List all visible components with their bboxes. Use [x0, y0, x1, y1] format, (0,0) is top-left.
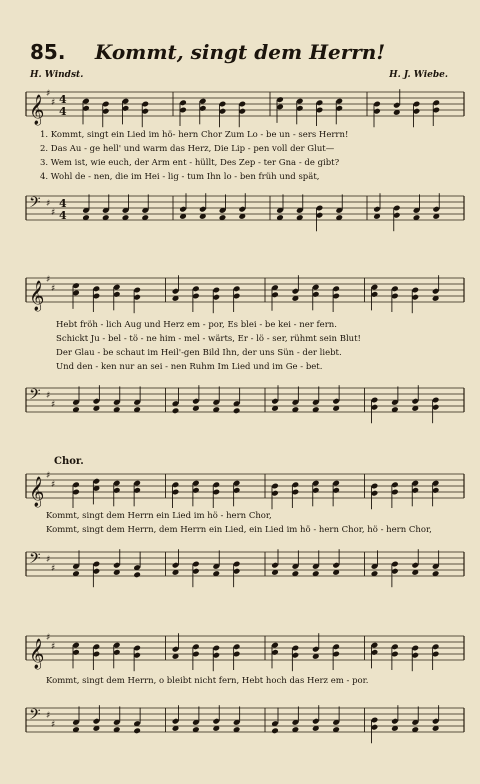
note-head [133, 571, 141, 578]
system-1-verse-1: 1. Kommt, singt ein Lied im hö- hern Chor Zum Lo - be un - sers Herrn! [40, 130, 349, 140]
credit-lyricist: H. Windst. [30, 70, 84, 80]
sharp-icon: ♯ [46, 471, 51, 481]
bass-clef-icon: 𝄢 [29, 194, 41, 215]
note-head [271, 727, 279, 734]
sharp-icon: ♯ [51, 720, 56, 730]
credit-composer: H. J. Wiebe. [389, 70, 448, 80]
time-signature: 4 [59, 197, 67, 210]
sharp-icon: ♯ [46, 275, 51, 285]
sharp-icon: ♯ [51, 400, 56, 410]
system-1-bass-staff [0, 192, 480, 232]
time-signature: 4 [59, 105, 67, 118]
note-head [172, 407, 180, 414]
note-head [133, 727, 141, 734]
note-head [233, 407, 241, 414]
bass-clef-icon: 𝄢 [29, 550, 41, 571]
system-4-lyrics: Kommt, singt dem Herrn, o bleibt nicht fern, Hebt hoch das Herz em - por. [46, 676, 369, 686]
system-2-verse-4: Und den - ken nur an sei - nen Ruhm Im Lied und im Ge - bet. [56, 362, 323, 372]
sharp-icon: ♯ [51, 208, 56, 218]
chorus-lyrics-lower: Kommt, singt dem Herrn, dem Herrn ein Lied, ein Lied im hö - hern Chor, hö - hern Chor, [46, 525, 432, 535]
system-1-verse-3: 3. Wem ist, wie euch, der Arm ent - hüllt, Des Zep - ter Gna - de gibt? [40, 158, 340, 168]
sharp-icon: ♯ [46, 199, 51, 209]
system-1-treble-staff [0, 88, 480, 128]
sharp-icon: ♯ [46, 555, 51, 565]
hymn-title: Kommt, singt dem Herrn! [94, 40, 386, 64]
system-2-verse-1: Hebt fröh - lich Aug und Herz em - por, Es blei - be kei - ner fern. [56, 320, 337, 330]
system-2-verse-3: Der Glau - be schaut im Heil'-gen Bild Ihn, der uns Sün - der liebt. [56, 348, 342, 358]
bass-clef-icon: 𝄢 [29, 706, 41, 727]
sharp-icon: ♯ [51, 642, 56, 652]
treble-clef-icon: 𝄞 [29, 281, 45, 311]
sharp-icon: ♯ [46, 89, 51, 99]
chorus-bass-staff [0, 548, 480, 588]
hymn-number: 85. [30, 40, 66, 64]
time-signature: 4 [59, 93, 67, 106]
treble-clef-icon: 𝄞 [29, 95, 45, 125]
sharp-icon: ♯ [51, 98, 56, 108]
sharp-icon: ♯ [46, 391, 51, 401]
time-signature: 4 [59, 209, 67, 222]
system-1-verse-2: 2. Das Au - ge hell' und warm das Herz, Die Lip - pen voll der Glut— [40, 144, 335, 154]
system-4-bass-staff [0, 704, 480, 744]
sharp-icon: ♯ [46, 711, 51, 721]
chorus-treble-staff [0, 470, 480, 510]
chorus-lyrics-upper: Kommt, singt dem Herrn ein Lied im hö - hern Chor, [46, 511, 272, 521]
system-2-bass-staff [0, 384, 480, 424]
system-1-verse-4: 4. Wohl de - nen, die im Hei - lig - tum Ihn lo - ben früh und spät, [40, 172, 320, 182]
system-2-treble-staff [0, 274, 480, 314]
system-4-treble-staff [0, 632, 480, 672]
chorus-label: Chor. [54, 456, 84, 467]
treble-clef-icon: 𝄞 [29, 477, 45, 507]
bass-clef-icon: 𝄢 [29, 386, 41, 407]
system-2-verse-2: Schickt Ju - bel - tö - ne him - mel - wärts, Er - lö - ser, rühmt sein Blut! [56, 334, 361, 344]
sharp-icon: ♯ [51, 564, 56, 574]
sharp-icon: ♯ [51, 480, 56, 490]
sharp-icon: ♯ [51, 284, 56, 294]
sharp-icon: ♯ [46, 633, 51, 643]
treble-clef-icon: 𝄞 [29, 639, 45, 669]
